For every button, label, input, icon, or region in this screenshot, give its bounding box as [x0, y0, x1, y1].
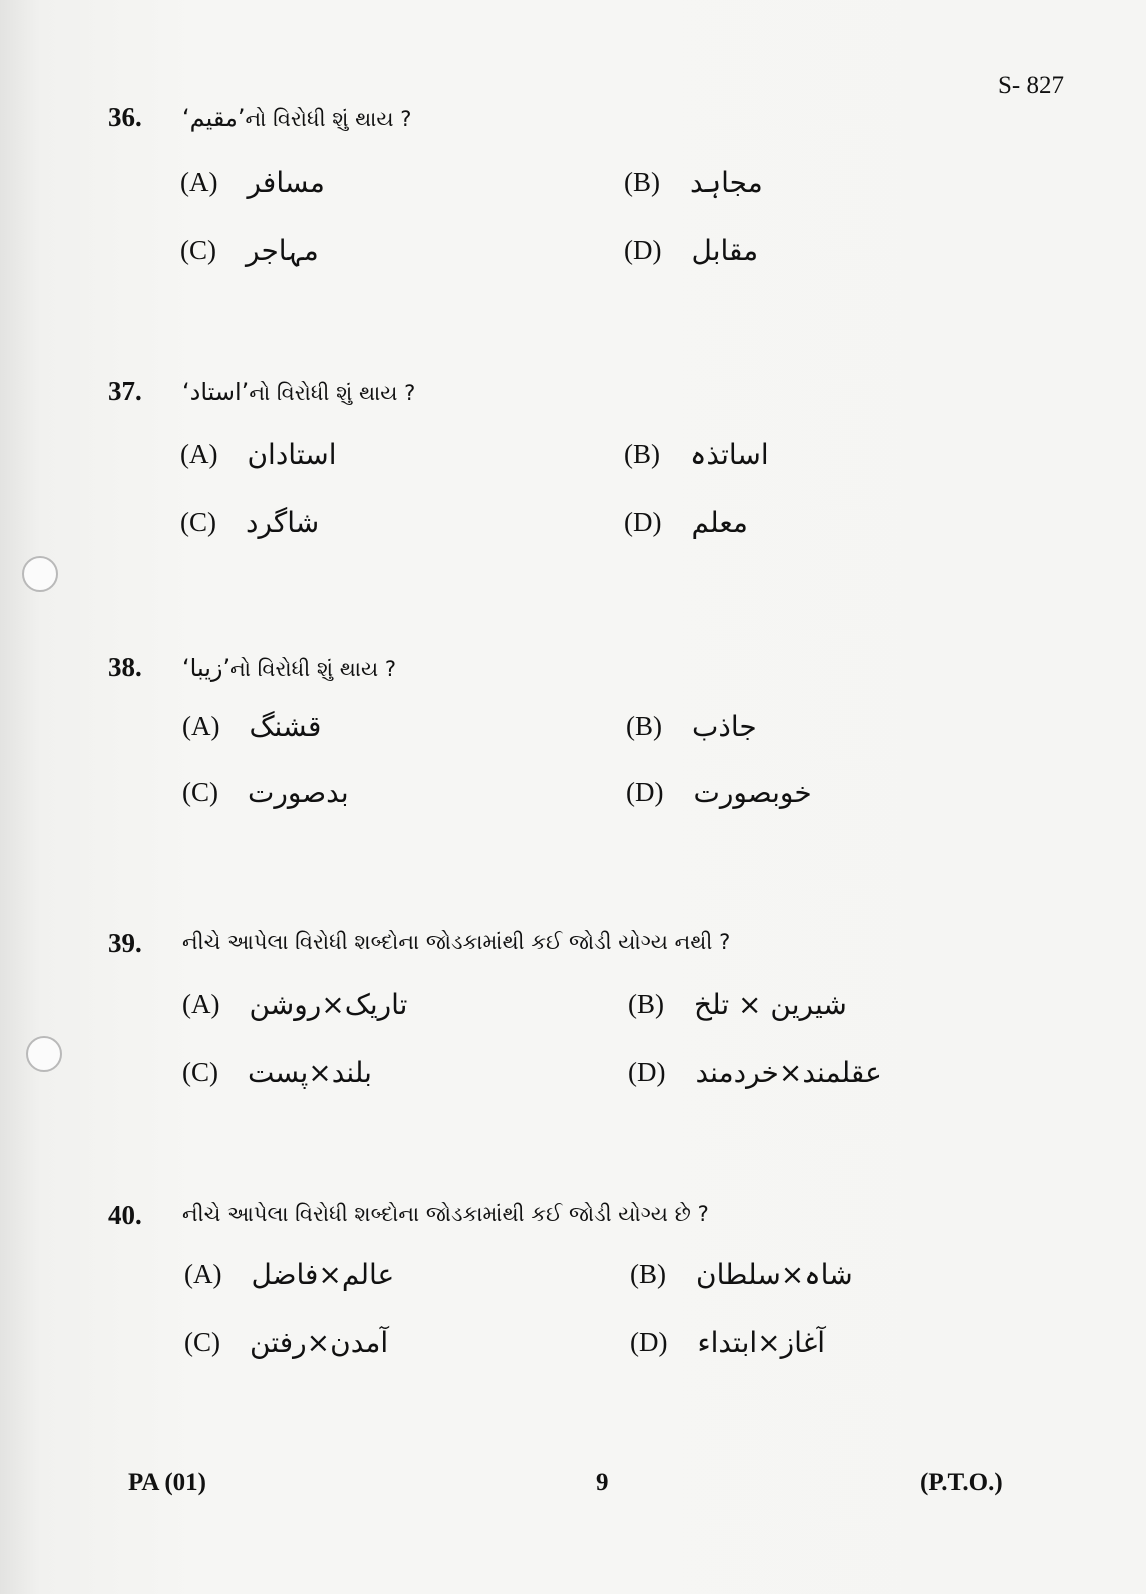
option-d[interactable]	[630, 1326, 825, 1359]
option-d[interactable]	[624, 234, 758, 267]
question-term: ‘زیبا’	[182, 654, 231, 682]
option-value: قشنگ	[249, 710, 322, 743]
option-label: (D)	[628, 1057, 666, 1087]
question-text	[182, 104, 411, 132]
please-turn-over: (P.T.O.)	[920, 1469, 1003, 1496]
option-value: بلند×پست	[248, 1056, 372, 1089]
option-label: (C)	[180, 235, 216, 265]
punch-hole-upper	[22, 556, 58, 592]
option-label: (D)	[626, 777, 664, 807]
option-value: اساتذہ	[690, 438, 769, 471]
option-value: تاریک×روشن	[249, 988, 408, 1021]
option-b[interactable]	[628, 988, 847, 1021]
option-label: (C)	[182, 1057, 218, 1087]
option-label: (A)	[182, 989, 220, 1019]
question-text	[182, 378, 415, 406]
question-text: નીચે આપેલા વિરોધી શબ્દોના જોડકામાંથી કઈ જોડી યોગ્ય છે ?	[182, 1202, 709, 1226]
question-prompt: નો વિરોધી શું થાય ?	[230, 657, 397, 681]
option-label: (A)	[180, 439, 218, 469]
option-label: (A)	[184, 1259, 222, 1289]
question-number: 39.	[108, 928, 142, 958]
option-label: (A)	[182, 711, 220, 741]
question-text: નીચે આપેલા વિરોધી શબ્દોના જોડકામાંથી કઈ જોડી યોગ્ય નથી ?	[182, 930, 731, 954]
option-label: (D)	[624, 507, 662, 537]
question-prompt: નો વિરોધી શું થાય ?	[245, 107, 412, 131]
question-term: ‘استاد’	[182, 378, 250, 406]
option-value: مہاجر	[246, 234, 319, 267]
option-value: شیرین × تلخ	[694, 988, 847, 1021]
page-number: 9	[596, 1469, 609, 1496]
option-label: (D)	[624, 235, 662, 265]
option-label: (C)	[180, 507, 216, 537]
option-a[interactable]	[180, 166, 325, 199]
option-value: مجاہد	[690, 166, 763, 199]
option-b[interactable]	[624, 166, 763, 199]
option-value: معلم	[691, 506, 748, 539]
question-number: 37.	[108, 376, 142, 406]
option-d[interactable]	[626, 776, 812, 809]
option-label: (B)	[628, 989, 664, 1019]
option-label: (A)	[180, 167, 218, 197]
option-label: (B)	[626, 711, 662, 741]
option-a[interactable]	[182, 988, 407, 1021]
punch-hole-lower	[26, 1036, 62, 1072]
option-value: جاذب	[692, 710, 757, 743]
option-label: (C)	[184, 1327, 220, 1357]
question-number: 36.	[108, 102, 142, 132]
paper-code: S- 827	[998, 72, 1064, 99]
option-value: شاہ×سلطان	[696, 1258, 853, 1291]
option-label: (C)	[182, 777, 218, 807]
option-value: خوبصورت	[693, 776, 812, 809]
option-b[interactable]	[630, 1258, 853, 1291]
option-value: استادان	[247, 438, 337, 471]
option-value: مقابل	[691, 234, 759, 267]
option-label: (D)	[630, 1327, 668, 1357]
option-b[interactable]	[624, 438, 769, 471]
question-term: ‘مقیم’	[182, 104, 246, 132]
question-number: 40.	[108, 1200, 142, 1230]
footer-code: PA (01)	[128, 1469, 206, 1496]
option-value: آغاز×ابتداء	[697, 1326, 826, 1359]
option-value: عالم×فاضل	[251, 1258, 395, 1291]
option-c[interactable]	[184, 1326, 388, 1359]
option-d[interactable]	[628, 1056, 882, 1089]
option-value: آمدن×رفتن	[250, 1326, 389, 1359]
question-prompt: નો વિરોધી શું થાય ?	[249, 381, 416, 405]
question-number: 38.	[108, 652, 142, 682]
option-value: شاگرد	[246, 506, 320, 539]
option-c[interactable]	[182, 776, 349, 809]
option-value: مسافر	[247, 166, 325, 199]
option-a[interactable]	[182, 710, 321, 743]
option-value: بدصورت	[248, 776, 349, 809]
option-c[interactable]	[180, 506, 319, 539]
option-a[interactable]	[180, 438, 337, 471]
option-b[interactable]	[626, 710, 757, 743]
option-a[interactable]	[184, 1258, 394, 1291]
option-label: (B)	[624, 167, 660, 197]
option-d[interactable]	[624, 506, 748, 539]
option-c[interactable]	[182, 1056, 372, 1089]
question-text	[182, 654, 396, 682]
option-c[interactable]	[180, 234, 319, 267]
option-value: عقلمند×خردمند	[695, 1056, 882, 1089]
option-label: (B)	[630, 1259, 666, 1289]
option-label: (B)	[624, 439, 660, 469]
